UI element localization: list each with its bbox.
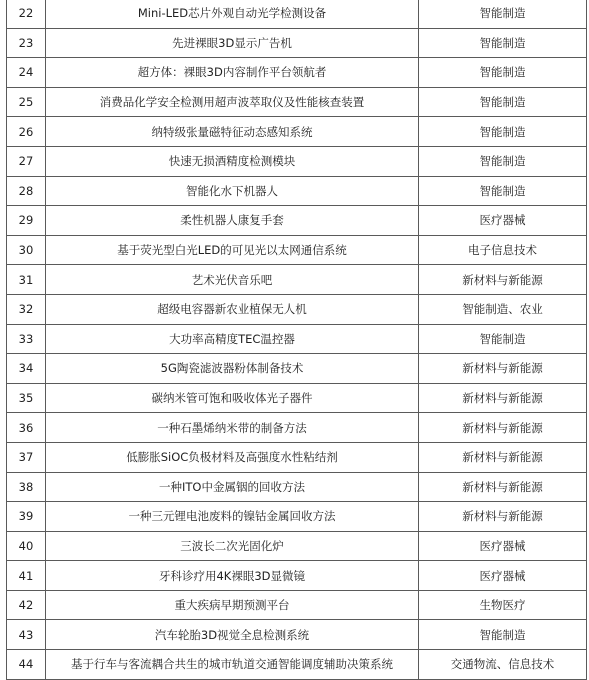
field-cell: 智能制造 [419,324,587,354]
project-name-cell: 快速无损酒精度检测模块 [46,146,419,176]
row-number-cell: 31 [7,265,46,295]
row-number-cell: 23 [7,28,46,58]
project-name-cell: 大功率高精度TEC温控器 [46,324,419,354]
field-cell: 交通物流、信息技术 [419,650,587,680]
table-row [7,620,587,650]
table-row [7,206,587,236]
project-name-cell: 超方体：裸眼3D内容制作平台领航者 [46,58,419,88]
field-cell: 智能制造 [419,176,587,206]
field-cell: 电子信息技术 [419,235,587,265]
project-name-cell: 重大疾病早期预测平台 [46,590,419,620]
row-number-cell: 28 [7,176,46,206]
row-number-cell: 26 [7,117,46,147]
project-name-cell: 5G陶瓷滤波器粉体制备技术 [46,354,419,384]
field-cell: 生物医疗 [419,590,587,620]
row-number-cell: 29 [7,206,46,236]
row-number-cell: 27 [7,146,46,176]
row-number-cell: 30 [7,235,46,265]
table-row [7,472,587,502]
table-row [7,650,587,680]
row-number-cell: 40 [7,531,46,561]
field-cell: 新材料与新能源 [419,413,587,443]
field-cell: 智能制造 [419,117,587,147]
project-name-cell: 三波长二次光固化炉 [46,531,419,561]
table-row [7,87,587,117]
field-cell: 新材料与新能源 [419,354,587,384]
project-name-cell: 先进裸眼3D显示广告机 [46,28,419,58]
field-cell: 新材料与新能源 [419,265,587,295]
project-name-cell: 纳特级张量磁特征动态感知系统 [46,117,419,147]
table-row [7,28,587,58]
field-cell: 医疗器械 [419,206,587,236]
row-number-cell: 44 [7,650,46,680]
project-name-cell: 碳纳米管可饱和吸收体光子器件 [46,383,419,413]
project-name-cell: 低膨胀SiOC负极材料及高强度水性粘结剂 [46,442,419,472]
table-row [7,442,587,472]
project-name-cell: Mini-LED芯片外观自动光学检测设备 [46,0,419,28]
table-row [7,590,587,620]
row-number-cell: 39 [7,502,46,532]
field-cell: 智能制造 [419,146,587,176]
project-name-cell: 一种石墨烯纳米带的制备方法 [46,413,419,443]
project-name-cell: 基于行车与客流耦合共生的城市轨道交通智能调度辅助决策系统 [46,650,419,680]
field-cell: 医疗器械 [419,531,587,561]
field-cell: 医疗器械 [419,561,587,591]
row-number-cell: 43 [7,620,46,650]
project-name-cell: 牙科诊疗用4K裸眼3D显微镜 [46,561,419,591]
row-number-cell: 22 [7,0,46,28]
table-row [7,324,587,354]
field-cell: 新材料与新能源 [419,472,587,502]
project-name-cell: 超级电容器新农业植保无人机 [46,294,419,324]
table-row [7,265,587,295]
project-name-cell: 智能化水下机器人 [46,176,419,206]
table-row [7,176,587,206]
project-name-cell: 艺术光伏音乐吧 [46,265,419,295]
row-number-cell: 42 [7,590,46,620]
project-name-cell: 一种ITO中金属铟的回收方法 [46,472,419,502]
table-body [7,0,587,679]
table-row [7,354,587,384]
table-row [7,58,587,88]
project-name-cell: 消费品化学安全检测用超声波萃取仪及性能核查装置 [46,87,419,117]
table-row [7,383,587,413]
table-row [7,0,587,28]
project-name-cell: 柔性机器人康复手套 [46,206,419,236]
row-number-cell: 24 [7,58,46,88]
table-row [7,531,587,561]
field-cell: 智能制造 [419,87,587,117]
field-cell: 新材料与新能源 [419,442,587,472]
project-name-cell: 基于荧光型白光LED的可见光以太网通信系统 [46,235,419,265]
table-row [7,502,587,532]
row-number-cell: 37 [7,442,46,472]
table-row [7,235,587,265]
row-number-cell: 34 [7,354,46,384]
field-cell: 新材料与新能源 [419,383,587,413]
field-cell: 智能制造 [419,58,587,88]
table-row [7,413,587,443]
row-number-cell: 41 [7,561,46,591]
field-cell: 新材料与新能源 [419,502,587,532]
project-table [6,0,587,680]
table-row [7,117,587,147]
table-row [7,294,587,324]
row-number-cell: 38 [7,472,46,502]
project-name-cell: 一种三元锂电池废料的镍钴金属回收方法 [46,502,419,532]
field-cell: 智能制造、农业 [419,294,587,324]
row-number-cell: 33 [7,324,46,354]
field-cell: 智能制造 [419,0,587,28]
row-number-cell: 35 [7,383,46,413]
row-number-cell: 25 [7,87,46,117]
field-cell: 智能制造 [419,28,587,58]
table-row [7,561,587,591]
row-number-cell: 36 [7,413,46,443]
project-name-cell: 汽车轮胎3D视觉全息检测系统 [46,620,419,650]
table-row [7,146,587,176]
row-number-cell: 32 [7,294,46,324]
field-cell: 智能制造 [419,620,587,650]
